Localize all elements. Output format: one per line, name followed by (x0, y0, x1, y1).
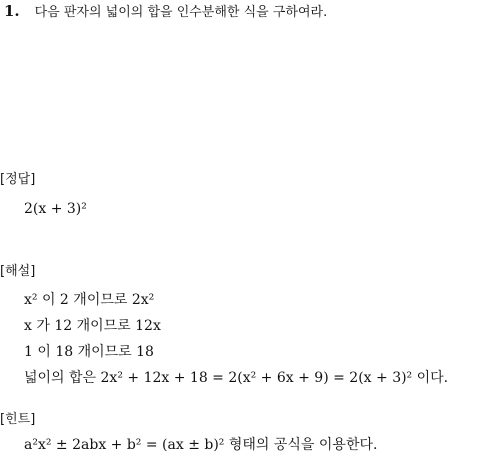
explanation-line: 1 이 18 개이므로 18 (24, 344, 154, 360)
answer-label: [정답] (0, 172, 36, 187)
problem-number: 1. (4, 2, 20, 20)
hint-label: [힌트] (0, 412, 36, 427)
explanation-line: 넓이의 합은 2x² + 12x + 18 = 2(x² + 6x + 9) = 2(x + 3)² 이다. (24, 370, 449, 386)
problem-line (4, 2, 327, 22)
explanation-label: [해설] (0, 264, 36, 279)
explanation-line: x 가 12 개이므로 12x (24, 318, 161, 334)
answer-value: 2(x + 3)² (24, 201, 87, 217)
hint-value: a²x² ± 2abx + b² = (ax ± b)² 형태의 공식을 이용한다. (24, 437, 378, 453)
explanation-line: x² 이 2 개이므로 2x² (24, 292, 155, 308)
problem-text: 다음 판자의 넓이의 합을 인수분해한 식을 구하여라. (34, 5, 328, 20)
